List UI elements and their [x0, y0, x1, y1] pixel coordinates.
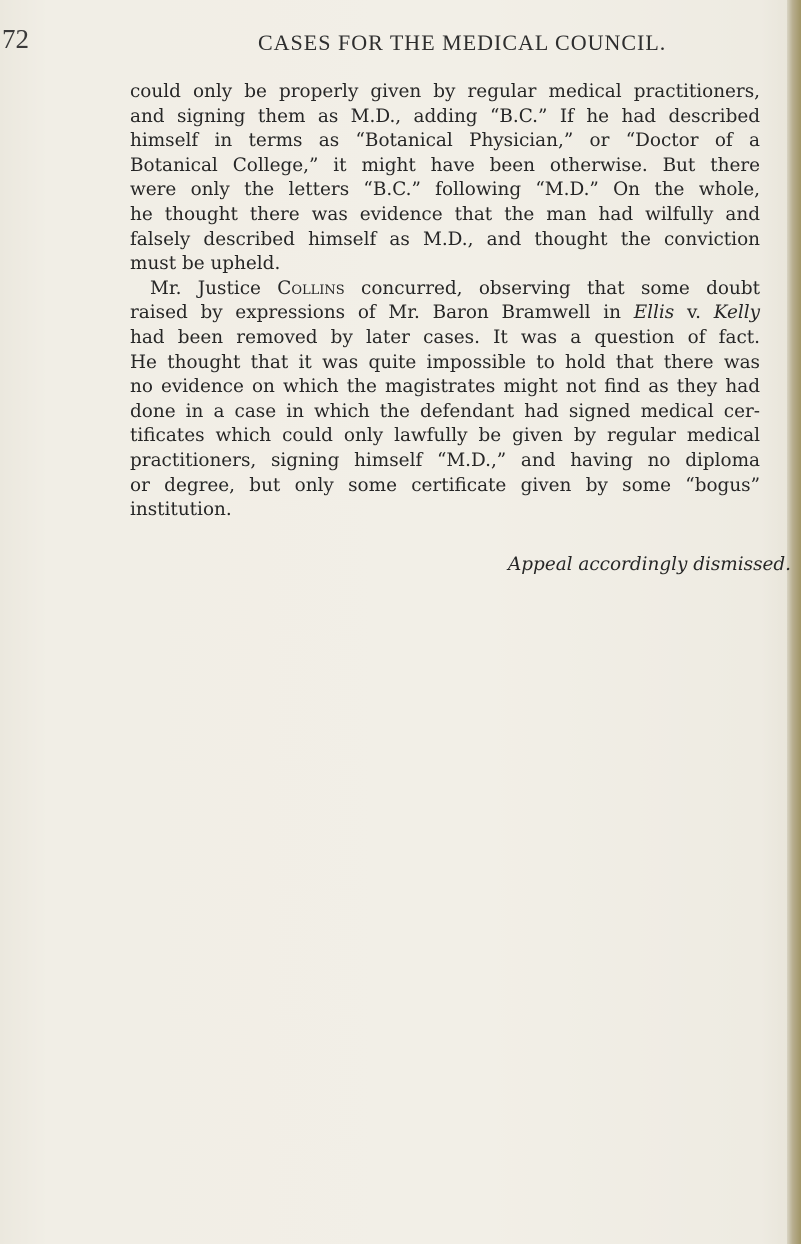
page-number: 72: [2, 24, 29, 54]
text-line: could only be properly given by regular medical practitioners,: [130, 81, 760, 102]
text-line: done in a case in which the defendant had signed medical cer-: [130, 400, 760, 422]
text-line: he thought there was evidence that the man had wilfully and: [130, 203, 760, 225]
text-line: himself in terms as “Botanical Physician,” or “Doctor of a: [130, 130, 760, 152]
text-line: Botanical College,” it might have been otherwise. But there: [130, 154, 760, 176]
text-line: [130, 301, 760, 326]
judge-name: Collins: [277, 277, 345, 299]
text-line: had been removed by later cases. It was a question of fact.: [130, 326, 760, 348]
running-head: CASES FOR THE MEDICAL COUNCIL.: [258, 30, 667, 55]
case-name-party: Kelly: [713, 302, 761, 324]
text-line: practitioners, signing himself “M.D.,” and having no diploma: [130, 449, 760, 471]
text-line: were only the letters “B.C.” following “M.D.” On the whole,: [130, 179, 760, 201]
text-line: [130, 277, 760, 302]
text-line: or degree, but only some certificate given by some “bogus”: [130, 474, 760, 496]
text-line: falsely described himself as M.D., and thought the conviction: [130, 228, 760, 250]
text-line: and signing them as M.D., adding “B.C.” If he had described: [130, 105, 760, 127]
text-line: institution.: [130, 499, 232, 521]
paragraph-2: [130, 277, 760, 523]
text-line: He thought that it was quite impossible to hold that there was: [130, 351, 760, 373]
text-run: Mr. Justice: [150, 277, 278, 299]
text-line: must be upheld.: [130, 253, 281, 275]
page-edge-binding: [787, 0, 801, 1244]
text-line: no evidence on which the magistrates might not find as they had: [130, 376, 760, 398]
text-line: tificates which could only lawfully be given by regular medical: [130, 425, 760, 447]
case-name-party: Ellis: [633, 302, 675, 324]
paragraph-1: [130, 80, 760, 277]
body-text: [130, 80, 760, 523]
text-run: concurred, observing that some doubt: [344, 277, 761, 299]
text-run: raised by expressions of Mr. Baron Bramwell in: [130, 302, 634, 324]
closing-line: Appeal accordingly dismissed.: [508, 554, 792, 575]
text-run: v.: [674, 302, 714, 324]
